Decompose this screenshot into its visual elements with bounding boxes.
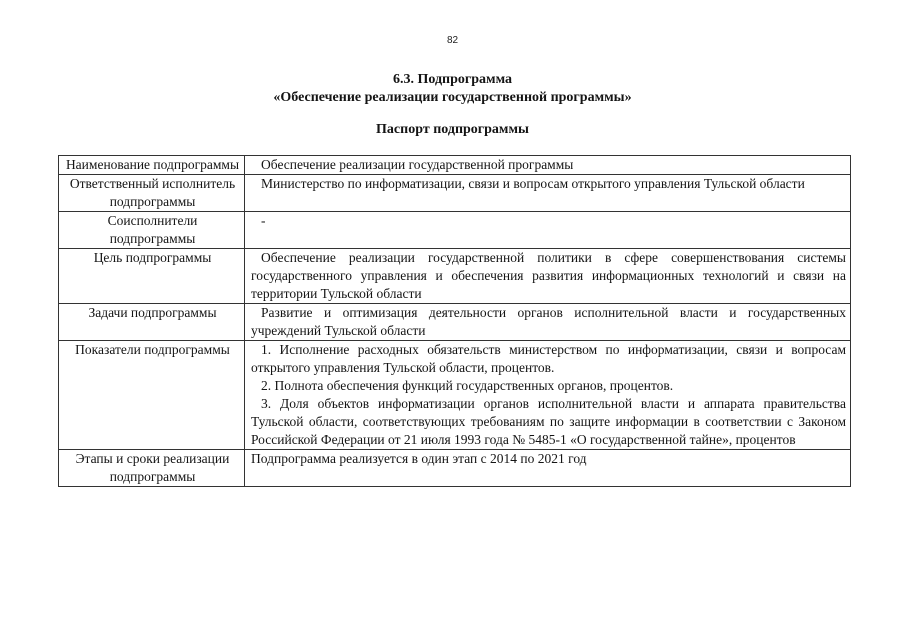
row-label: Наименование подпрограммы bbox=[59, 156, 245, 175]
row-label: Задачи подпрограммы bbox=[59, 304, 245, 341]
row-label: Цель подпрограммы bbox=[59, 249, 245, 304]
table-row-responsible bbox=[59, 175, 851, 212]
value-paragraph: 1. Исполнение расходных обязательств министерством по информатизации, связи и вопросам открытого управления Тульской области, процентов. bbox=[251, 342, 846, 375]
table-row-name bbox=[59, 156, 851, 175]
row-value bbox=[245, 304, 851, 341]
table-row-stages bbox=[59, 450, 851, 487]
heading-line-2: «Обеспечение реализации государственной программы» bbox=[273, 90, 632, 105]
table-row-indicators bbox=[59, 341, 851, 450]
row-value bbox=[245, 212, 851, 249]
heading-line-1: 6.3. Подпрограмма bbox=[392, 72, 513, 87]
row-value bbox=[245, 175, 851, 212]
row-label: Показатели подпрограммы bbox=[59, 341, 245, 450]
value-paragraph: - bbox=[261, 213, 266, 228]
passport-table bbox=[58, 155, 851, 487]
page-number: 82 bbox=[446, 35, 459, 46]
row-value bbox=[245, 341, 851, 450]
value-paragraph: Министерство по информатизации, связи и вопросам открытого управления Тульской области bbox=[261, 176, 805, 191]
row-value bbox=[245, 450, 851, 487]
value-paragraph: 2. Полнота обеспечения функций государственных органов, процентов. bbox=[261, 378, 674, 393]
value-paragraph: Развитие и оптимизация деятельности органов исполнительной власти и государственных учреждений Тульской области bbox=[251, 305, 846, 338]
value-paragraph: Обеспечение реализации государственной политики в сфере совершенствования системы государственного управления и обеспечения развития информационных технологий и связи на территории Тульской области bbox=[251, 250, 846, 301]
value-paragraph: 3. Доля объектов информатизации органов исполнительной власти и аппарата правительства Тульской области, соответствующих требованиям по защите информации в соответствии с Законом Российской Федерации от 21 июля 1993 года № 5485-1 «О государственной тайне», процентов bbox=[251, 396, 846, 447]
row-label: Ответственный исполнитель подпрограммы bbox=[59, 175, 245, 212]
value-paragraph: Подпрограмма реализуется в один этап с 2014 по 2021 год bbox=[251, 451, 587, 466]
row-value bbox=[245, 156, 851, 175]
subprogram-heading bbox=[0, 71, 905, 107]
row-label: Соисполнители подпрограммы bbox=[59, 212, 245, 249]
row-label: Этапы и сроки реализации подпрограммы bbox=[59, 450, 245, 487]
passport-title: Паспорт подпрограммы bbox=[376, 122, 529, 137]
row-value bbox=[245, 249, 851, 304]
table-row-tasks bbox=[59, 304, 851, 341]
value-paragraph: Обеспечение реализации государственной программы bbox=[261, 157, 574, 172]
table-row-goal bbox=[59, 249, 851, 304]
table-row-coexecutors bbox=[59, 212, 851, 249]
